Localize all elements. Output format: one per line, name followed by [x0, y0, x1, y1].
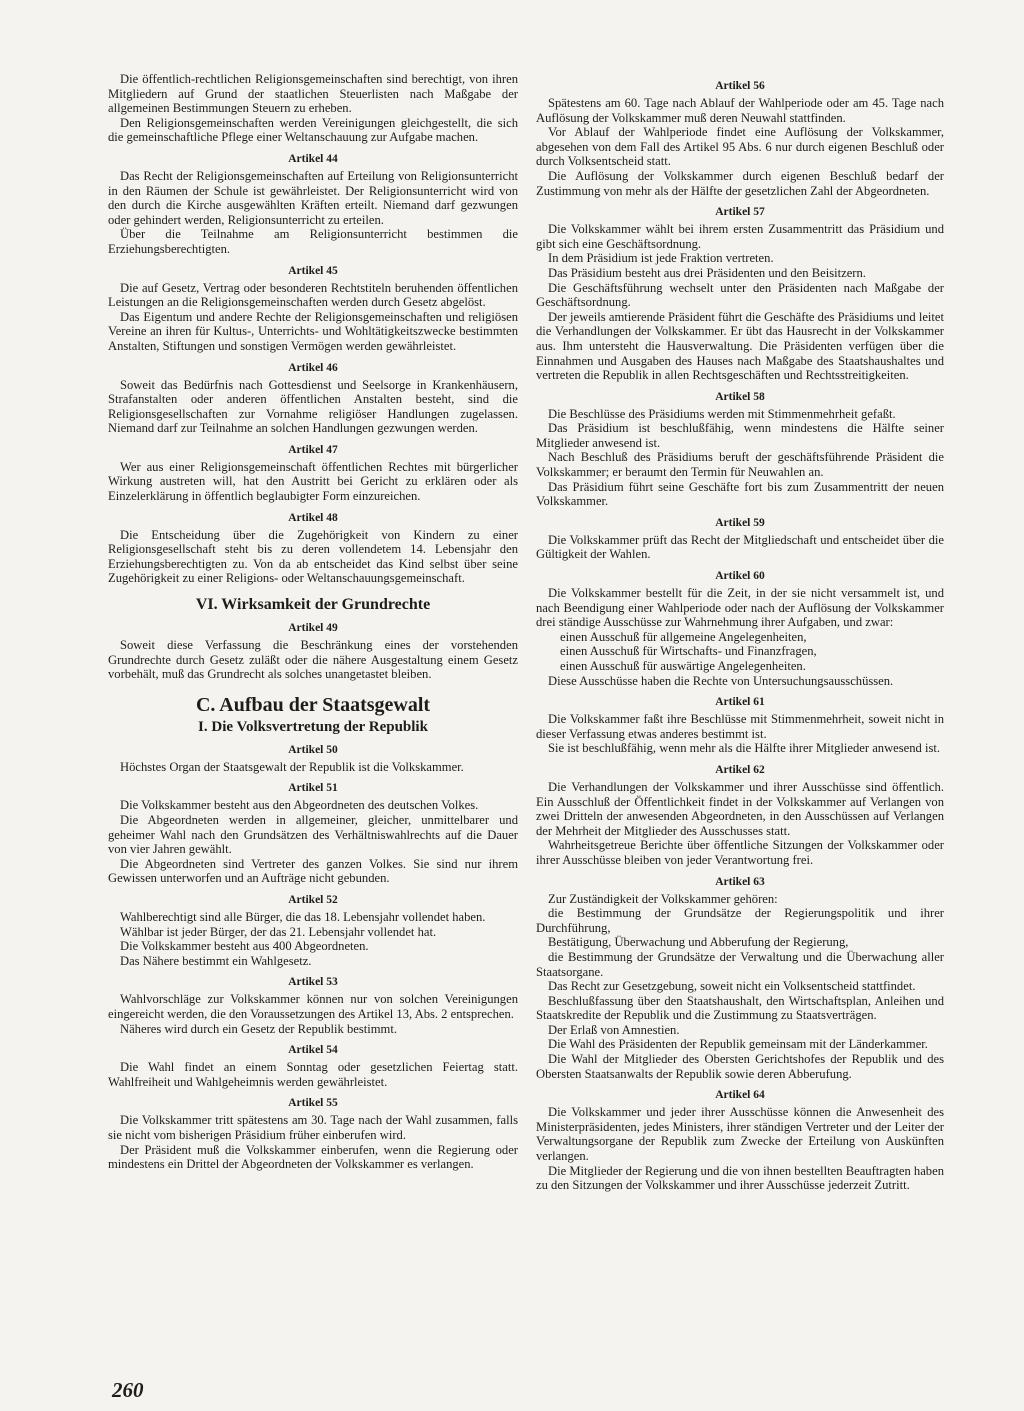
article-heading: Artikel 60 [715, 570, 765, 583]
paragraph: Der jeweils amtierende Präsident führt die Geschäfte des Präsidiums und leitet die Verhandlungen der Volkskammer. Er übt das Hausrecht in der Volkskammer aus. Ihm untersteht die Hausverwaltung. Die Präsidenten verfügen über die Einnahmen und Ausgaben des Hauses nach Maßgabe des Staatshaushaltes und vertreten die Republik in allen Rechtsgeschäften und Rechtsstreitigkeiten. [536, 309, 944, 383]
paragraph: Das Recht zur Gesetzgebung, soweit nicht ein Volksentscheid stattfindet. [548, 979, 916, 994]
paragraph: Sie ist beschlußfähig, wenn mehr als die Hälfte ihrer Mitglieder anwesend ist. [548, 741, 941, 756]
paragraph: die Bestimmung der Grundsätze der Regierungspolitik und ihrer Durchführung, [536, 906, 944, 935]
paragraph: Der Präsident muß die Volkskammer einberufen, wenn die Regierung oder mindestens ein Drittel der Abgeordneten der Volkskammer es verlangen. [108, 1142, 518, 1172]
paragraph: Die öffentlich-rechtlichen Religionsgemeinschaften sind berechtigt, von ihren Mitgliedern auf Grund der staatlichen Steuerlisten nach Maßgabe der allgemeinen Bestimmungen Steuern zu erheben. [108, 72, 518, 116]
paragraph: Die Wahl findet an einem Sonntag oder gesetzlichen Feiertag statt. Wahlfreiheit und Wahlgeheimnis werden gewährleistet. [108, 1060, 518, 1089]
paragraph: Spätestens am 60. Tage nach Ablauf der Wahlperiode oder am 45. Tage nach Auflösung der Volkskammer muß deren Neuwahl stattfinden. [536, 96, 944, 125]
article-heading: Artikel 64 [715, 1089, 765, 1102]
paragraph: Bestätigung, Überwachung und Abberufung der Regierung, [548, 935, 849, 950]
paragraph: Die Volkskammer wählt bei ihrem ersten Zusammentritt das Präsidium und gibt sich eine Geschäftsordnung. [536, 222, 944, 251]
paragraph: Soweit diese Verfassung die Beschränkung eines der vorstehenden Grundrechte durch Gesetz zuläßt oder die nähere Ausgestaltung einem Gesetz vorbehält, muß das Grundrecht als solches unangetastet bleiben. [108, 638, 518, 682]
article-heading: Artikel 50 [288, 743, 338, 756]
article-heading: Artikel 52 [288, 893, 338, 906]
paragraph: Den Religionsgemeinschaften werden Vereinigungen gleichgestellt, die sich die gemeinschaftliche Pflege einer Weltanschauung zur Aufgabe machen. [108, 115, 518, 145]
article-heading: Artikel 44 [288, 152, 338, 165]
article-heading: Artikel 46 [288, 361, 338, 374]
article-heading: Artikel 62 [715, 763, 765, 776]
paragraph: Diese Ausschüsse haben die Rechte von Untersuchungsausschüssen. [548, 673, 894, 688]
paragraph: Höchstes Organ der Staatsgewalt der Republik ist die Volkskammer. [120, 759, 464, 774]
list-item: einen Ausschuß für allgemeine Angelegenheiten, [560, 629, 807, 644]
paragraph: Soweit das Bedürfnis nach Gottesdienst und Seelsorge in Krankenhäusern, Strafanstalten oder anderen öffentlichen Anstalten besteht, sind die Religionsgesellschaften zur Vornahme religiöser Handlungen zugelassen. Niemand darf zur Teilnahme an solchen Handlungen gezwungen werden. [108, 377, 518, 436]
paragraph: Wahlvorschläge zur Volkskammer können nur von solchen Vereinigungen eingereicht werden, die den Voraussetzungen des Artikel 13, Abs. 2 entsprechen. [108, 992, 518, 1021]
article-heading: Artikel 59 [715, 516, 765, 529]
left-column [108, 72, 518, 1172]
paragraph: Die Mitglieder der Regierung und die von ihnen bestellten Beauftragten haben zu den Sitzungen der Volkskammer und ihrer Ausschüsse jederzeit Zutritt. [536, 1163, 944, 1193]
article-heading: Artikel 53 [288, 976, 338, 989]
paragraph: Das Nähere bestimmt ein Wahlgesetz. [120, 953, 312, 968]
paragraph: Die Volkskammer tritt spätestens am 30. Tage nach der Wahl zusammen, falls sie nicht vom bisherigen Präsidium früher einberufen wird. [108, 1113, 518, 1142]
paragraph: Die Beschlüsse des Präsidiums werden mit Stimmenmehrheit gefaßt. [548, 406, 896, 421]
article-heading: Artikel 56 [715, 80, 765, 92]
paragraph: Näheres wird durch ein Gesetz der Republik bestimmt. [120, 1021, 397, 1036]
chapter-title: C. Aufbau der Staatsgewalt [195, 693, 431, 716]
list-item: einen Ausschuß für Wirtschafts- und Finanzfragen, [560, 644, 817, 659]
paragraph: Die Volkskammer bestellt für die Zeit, in der sie nicht versammelt ist, und nach Beendigung einer Wahlperiode oder nach der Auflösung der Volkskammer drei ständige Ausschüsse zur Wahrnehmung ihrer Aufgaben, und zwar: [536, 586, 944, 630]
paragraph: Das Präsidium ist beschlußfähig, wenn mindestens die Hälfte seiner Mitglieder anwesend ist. [536, 421, 944, 450]
paragraph: Die Wahl der Mitglieder des Obersten Gerichtshofes der Republik und des Obersten Staatsanwalts der Republik sowie deren Abberufung. [536, 1052, 944, 1081]
list-item: einen Ausschuß für auswärtige Angelegenheiten. [560, 659, 806, 673]
chapter-subtitle: I. Die Volksvertretung der Republik [198, 718, 428, 735]
paragraph: Die Abgeordneten sind Vertreter des ganzen Volkes. Sie sind nur ihrem Gewissen unterworfen und an Aufträge nicht gebunden. [108, 856, 518, 886]
paragraph: Die Volkskammer besteht aus den Abgeordneten des deutschen Volkes. [120, 798, 479, 813]
article-heading: Artikel 55 [288, 1097, 338, 1110]
paragraph: Der Erlaß von Amnestien. [548, 1022, 680, 1037]
section-title: VI. Wirksamkeit der Grundrechte [195, 596, 431, 614]
paragraph: Wählbar ist jeder Bürger, der das 21. Lebensjahr vollendet hat. [120, 924, 437, 939]
paragraph: Die Volkskammer prüft das Recht der Mitgliedschaft und entscheidet über die Gültigkeit der Wahlen. [536, 532, 944, 562]
paragraph: Wahrheitsgetreue Berichte über öffentliche Sitzungen der Volkskammer oder ihrer Ausschüsse bleiben von jeder Verantwortung frei. [536, 838, 944, 867]
paragraph: Die auf Gesetz, Vertrag oder besonderen Rechtstiteln beruhenden öffentlichen Leistungen an die Religionsgemeinschaften werden durch Gesetz abgelöst. [108, 280, 518, 310]
paragraph: Die Verhandlungen der Volkskammer und ihrer Ausschüsse sind öffentlich. Ein Ausschluß der Öffentlichkeit findet in der Volkskammer auf Verlangen von zwei Dritteln der anwesenden Abgeordneten, in den Ausschüssen auf Verlangen der Mehrheit der Mitglieder des Ausschusses statt. [536, 779, 944, 838]
paragraph: Die Auflösung der Volkskammer durch eigenen Beschluß bedarf der Zustimmung von mehr als der Hälfte der gesetzlichen Zahl der Abgeordneten. [536, 168, 944, 198]
paragraph: In dem Präsidium ist jede Fraktion vertreten. [548, 251, 774, 266]
paragraph: Die Volkskammer faßt ihre Beschlüsse mit Stimmenmehrheit, soweit nicht in dieser Verfassung etwas anderes bestimmt ist. [536, 712, 944, 741]
paragraph: Das Recht der Religionsgemeinschaften auf Erteilung von Religionsunterricht in den Räumen der Schule ist gewährleistet. Der Religionsunterricht wird von den durch die Kirche ausgewählten Kräften erteilt. Niemand darf gezwungen oder gehindert werden, Religionsunterricht zu erteilen. [108, 168, 518, 227]
paragraph: die Bestimmung der Grundsätze der Verwaltung und die Überwachung aller Staatsorgane. [536, 949, 944, 979]
article-heading: Artikel 48 [288, 511, 338, 524]
article-heading: Artikel 57 [715, 206, 765, 219]
paragraph: Zur Zuständigkeit der Volkskammer gehören: [548, 891, 778, 906]
article-heading: Artikel 47 [288, 443, 338, 456]
article-heading: Artikel 45 [288, 264, 338, 277]
article-heading: Artikel 54 [288, 1044, 338, 1057]
article-heading: Artikel 49 [288, 622, 338, 635]
paragraph: Beschlußfassung über den Staatshaushalt, den Wirtschaftsplan, Anleihen und Staatskredite der Republik und die Zustimmung zu Staatsverträgen. [536, 993, 944, 1023]
paragraph: Über die Teilnahme am Religionsunterricht bestimmen die Erziehungsberechtigten. [108, 227, 518, 256]
article-heading: Artikel 63 [715, 875, 765, 888]
paragraph: Die Entscheidung über die Zugehörigkeit von Kindern zu einer Religionsgesellschaft steht bis zu deren vollendetem 14. Lebensjahr den Erziehungsberechtigten zu. Von da ab entscheidet das Kind selbst über seine Zugehörigkeit zu einer Religions- oder Weltanschauungsgemeinschaft. [108, 527, 518, 586]
right-column [536, 72, 944, 1193]
paragraph: Vor Ablauf der Wahlperiode findet eine Auflösung der Volkskammer, abgesehen von dem Fall des Artikel 95 Abs. 6 nur durch eigenen Beschluß oder durch Volksentscheid statt. [536, 125, 944, 169]
paragraph: Die Volkskammer besteht aus 400 Abgeordneten. [120, 939, 369, 954]
paragraph: Wer aus einer Religionsgemeinschaft öffentlichen Rechtes mit bürgerlicher Wirkung austreten will, hat den Austritt bei Gericht zu erklären oder als Einzelerklärung in öffentlich beglaubigter Form einzureichen. [108, 459, 518, 504]
article-heading: Artikel 61 [715, 696, 765, 709]
paragraph: Die Geschäftsführung wechselt unter den Präsidenten nach Maßgabe der Geschäftsordnung. [536, 280, 944, 310]
paragraph: Die Wahl des Präsidenten der Republik gemeinsam mit der Länderkammer. [548, 1037, 928, 1052]
paragraph: Das Eigentum und andere Rechte der Religionsgemeinschaften und religiösen Vereine an ihren für Kultus-, Unterrichts- und Wohltätigkeitszwecke bestimmten Anstalten, Stiftungen und sonstigen Vermögen werden gewährleistet. [108, 309, 518, 353]
paragraph: Die Volkskammer und jeder ihrer Ausschüsse können die Anwesenheit des Ministerpräsidenten, jedes Ministers, ihrer ständigen Vertreter und der Leiter der Verwaltungsorgane der Republik zum Zwecke der Erteilung von Auskünften verlangen. [536, 1105, 944, 1164]
article-heading: Artikel 58 [715, 390, 765, 403]
page-number: 260 [112, 1378, 144, 1402]
paragraph: Nach Beschluß des Präsidiums beruft der geschäftsführende Präsident die Volkskammer; er beraumt den Termin für Neuwahlen an. [536, 450, 944, 480]
article-heading: Artikel 51 [288, 782, 338, 795]
paragraph: Die Abgeordneten werden in allgemeiner, gleicher, unmittelbarer und geheimer Wahl nach den Grundsätzen des Verhältniswahlrechts auf die Dauer von vier Jahren gewählt. [108, 813, 518, 857]
paragraph: Wahlberechtigt sind alle Bürger, die das 18. Lebensjahr vollendet haben. [120, 909, 486, 924]
paragraph: Das Präsidium führt seine Geschäfte fort bis zum Zusammentritt der neuen Volkskammer. [536, 479, 944, 509]
paragraph: Das Präsidium besteht aus drei Präsidenten und den Beisitzern. [548, 265, 866, 280]
